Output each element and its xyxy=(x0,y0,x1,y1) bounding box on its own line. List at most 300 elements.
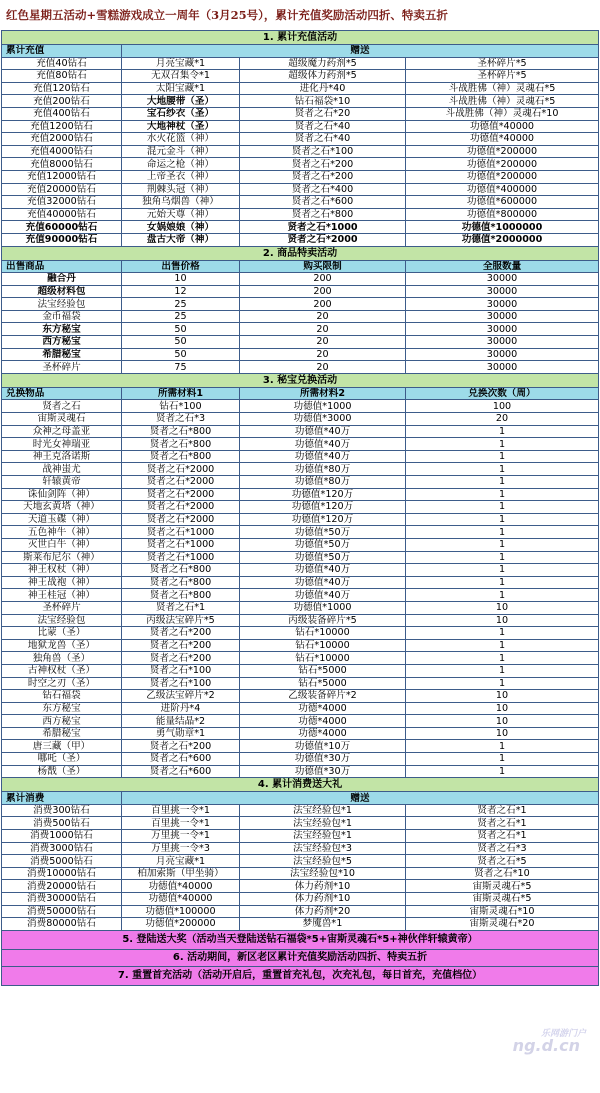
table-cell: 贤者之石*800 xyxy=(122,450,240,463)
table-cell: 1 xyxy=(406,476,599,489)
recharge-row xyxy=(2,158,599,171)
table-cell: 水火花篮（神） xyxy=(122,133,240,146)
header-row xyxy=(2,260,599,273)
table-cell: 钻石福袋 xyxy=(2,690,122,703)
table-cell: 消费5000钻石 xyxy=(2,855,122,868)
spend-row xyxy=(2,880,599,893)
table-cell: 法宝经验包*3 xyxy=(240,842,406,855)
table-cell: 1 xyxy=(406,425,599,438)
header-row xyxy=(2,792,599,805)
table-cell: 贤者之石*40 xyxy=(240,120,406,133)
table-cell: 钻石*10000 xyxy=(240,639,406,652)
table-cell: 柏加索斯（甲坐骑） xyxy=(122,867,240,880)
sale-row xyxy=(2,285,599,298)
table-cell: 消费300钻石 xyxy=(2,804,122,817)
table-cell: 圣杯碎片 xyxy=(2,601,122,614)
table-cell: 200 xyxy=(240,298,406,311)
table-cell: 功德值*40000 xyxy=(122,893,240,906)
table-cell: 功德值*30万 xyxy=(240,753,406,766)
table-cell: 功德值*40万 xyxy=(240,576,406,589)
recharge-row xyxy=(2,170,599,183)
section-heading xyxy=(2,246,599,260)
table-cell: 贤者之石*1 xyxy=(406,830,599,843)
table-cell: 贤者之石*200 xyxy=(122,639,240,652)
table-cell: 比蒙（圣） xyxy=(2,627,122,640)
table-cell: 贤者之石*100 xyxy=(122,677,240,690)
table-cell: 功德值*100000 xyxy=(122,905,240,918)
table-cell: 贤者之石 xyxy=(2,400,122,413)
table-cell: 贤者之石*1000 xyxy=(122,551,240,564)
table-cell: 1 xyxy=(406,627,599,640)
table-cell: 消费30000钻石 xyxy=(2,893,122,906)
table-cell: 1 xyxy=(406,677,599,690)
column-header: 赠送 xyxy=(122,45,599,58)
table-cell: 东方秘宝 xyxy=(2,702,122,715)
table-cell: 体力药剂*10 xyxy=(240,880,406,893)
table-cell: 功德值*40000 xyxy=(122,880,240,893)
table-cell: 1 xyxy=(406,526,599,539)
table-cell: 30000 xyxy=(406,348,599,361)
recharge-row xyxy=(2,133,599,146)
spend-row xyxy=(2,893,599,906)
table-cell: 消费80000钻石 xyxy=(2,918,122,931)
table-cell: 功德值*3000 xyxy=(240,413,406,426)
table-cell: 月亮宝藏*1 xyxy=(122,57,240,70)
column-header: 所需材料2 xyxy=(240,387,406,400)
table-cell: 功德值*1000 xyxy=(240,601,406,614)
section-banner xyxy=(2,930,599,949)
table-cell: 西方秘宝 xyxy=(2,715,122,728)
exchange-row xyxy=(2,438,599,451)
table-cell: 体力药剂*10 xyxy=(240,893,406,906)
table-cell: 1 xyxy=(406,463,599,476)
table-cell: 充值60000钻石 xyxy=(2,221,122,234)
exchange-row xyxy=(2,753,599,766)
table-cell: 贤者之石*10 xyxy=(406,867,599,880)
table-cell: 10 xyxy=(406,614,599,627)
table-cell: 诛仙剑阵（神） xyxy=(2,488,122,501)
recharge-row xyxy=(2,95,599,108)
table-cell: 斯莱布尼尔（神） xyxy=(2,551,122,564)
table-cell: 宙斯灵魂石*5 xyxy=(406,893,599,906)
table-cell: 1 xyxy=(406,589,599,602)
table-cell: 时空之刃（圣） xyxy=(2,677,122,690)
table-cell: 20 xyxy=(406,413,599,426)
table-cell: 贤者之石*2000 xyxy=(240,233,406,246)
page-title: 红色星期五活动+雪糕游戏成立一周年（3月25号），累计充值奖励活动四折、特卖五折 xyxy=(0,0,600,30)
table-cell: 体力药剂*20 xyxy=(240,905,406,918)
table-cell: 超级体力药剂*5 xyxy=(240,70,406,83)
section-banner xyxy=(2,966,599,985)
exchange-row xyxy=(2,627,599,640)
section-heading xyxy=(2,373,599,387)
table-cell: 贤者之石*1000 xyxy=(122,538,240,551)
table-cell: 30000 xyxy=(406,361,599,374)
spend-row xyxy=(2,804,599,817)
table-cell: 功德值*40000 xyxy=(406,120,599,133)
exchange-row xyxy=(2,601,599,614)
column-header: 出售商品 xyxy=(2,260,122,273)
table-cell: 充值12000钻石 xyxy=(2,170,122,183)
exchange-row xyxy=(2,715,599,728)
table-cell: 1 xyxy=(406,538,599,551)
table-cell: 30000 xyxy=(406,298,599,311)
exchange-row xyxy=(2,513,599,526)
sale-row xyxy=(2,310,599,323)
table-cell: 充值80钻石 xyxy=(2,70,122,83)
table-cell: 希腊秘宝 xyxy=(2,727,122,740)
exchange-row xyxy=(2,576,599,589)
table-cell: 圣杯碎片*5 xyxy=(406,70,599,83)
table-cell: 古神权杖（圣） xyxy=(2,664,122,677)
table-cell: 充值90000钻石 xyxy=(2,233,122,246)
exchange-row xyxy=(2,425,599,438)
table-cell: 功德值*40万 xyxy=(240,589,406,602)
table-cell: 贤者之石*2000 xyxy=(122,476,240,489)
table-cell: 钻石*5000 xyxy=(240,677,406,690)
table-cell: 贤者之石*1 xyxy=(406,804,599,817)
table-cell: 功德值*200000 xyxy=(406,145,599,158)
table-cell: 哪吒（圣） xyxy=(2,753,122,766)
spend-row xyxy=(2,842,599,855)
table-cell: 1 xyxy=(406,664,599,677)
table-cell: 贤者之石*200 xyxy=(122,652,240,665)
table-cell: 唐三藏（甲） xyxy=(2,740,122,753)
table-cell: 斗战胜佛（神）灵魂石*10 xyxy=(406,107,599,120)
table-cell: 1 xyxy=(406,513,599,526)
activity-table xyxy=(1,30,599,986)
table-cell: 功德*4000 xyxy=(240,702,406,715)
table-cell: 圣杯碎片*5 xyxy=(406,57,599,70)
table-cell: 30000 xyxy=(406,323,599,336)
table-cell: 钻石*5000 xyxy=(240,664,406,677)
recharge-row xyxy=(2,221,599,234)
table-cell: 贤者之石*5 xyxy=(406,855,599,868)
table-cell: 贤者之石*800 xyxy=(122,425,240,438)
table-cell: 50 xyxy=(122,323,240,336)
exchange-row xyxy=(2,564,599,577)
table-cell: 10 xyxy=(406,702,599,715)
table-cell: 消费1000钻石 xyxy=(2,830,122,843)
table-cell: 乙级法宝碎片*2 xyxy=(122,690,240,703)
table-cell: 充值200钻石 xyxy=(2,95,122,108)
exchange-row xyxy=(2,413,599,426)
exchange-row xyxy=(2,476,599,489)
recharge-row xyxy=(2,120,599,133)
table-cell: 贤者之石*200 xyxy=(240,158,406,171)
table-cell: 神王桂冠（神） xyxy=(2,589,122,602)
table-cell: 充值20000钻石 xyxy=(2,183,122,196)
table-cell: 希腊秘宝 xyxy=(2,348,122,361)
section-title: 7. 重置首充活动（活动开启后，重置首充礼包，次充礼包，每日首充，充值档位） xyxy=(2,966,599,985)
table-cell: 万里挑一令*3 xyxy=(122,842,240,855)
table-cell: 西方秘宝 xyxy=(2,336,122,349)
sale-row xyxy=(2,361,599,374)
table-cell: 进阶丹*4 xyxy=(122,702,240,715)
table-cell: 贤者之石*800 xyxy=(122,576,240,589)
recharge-row xyxy=(2,183,599,196)
table-cell: 贤者之石*2000 xyxy=(122,463,240,476)
table-cell: 充值40钻石 xyxy=(2,57,122,70)
table-cell: 功德值*50万 xyxy=(240,526,406,539)
table-cell: 万里挑一令*1 xyxy=(122,830,240,843)
table-cell: 贤者之石*3 xyxy=(406,842,599,855)
table-cell: 能量结晶*2 xyxy=(122,715,240,728)
table-cell: 1 xyxy=(406,438,599,451)
table-cell: 10 xyxy=(406,690,599,703)
exchange-row xyxy=(2,450,599,463)
spend-row xyxy=(2,867,599,880)
table-cell: 天地玄黄塔（神） xyxy=(2,501,122,514)
table-cell: 贤者之石*1 xyxy=(122,601,240,614)
sale-row xyxy=(2,273,599,286)
table-cell: 圣杯碎片 xyxy=(2,361,122,374)
table-cell: 轩辕黄帝 xyxy=(2,476,122,489)
table-cell: 20 xyxy=(240,323,406,336)
exchange-row xyxy=(2,551,599,564)
table-cell: 钻石*10000 xyxy=(240,627,406,640)
table-cell: 法宝经验包 xyxy=(2,298,122,311)
table-cell: 宝石纱衣（圣） xyxy=(122,107,240,120)
recharge-row xyxy=(2,145,599,158)
table-cell: 25 xyxy=(122,310,240,323)
exchange-row xyxy=(2,702,599,715)
table-cell: 超级魔力药剂*5 xyxy=(240,57,406,70)
recharge-row xyxy=(2,233,599,246)
table-cell: 功德值*120万 xyxy=(240,513,406,526)
table-cell: 宙斯灵魂石*10 xyxy=(406,905,599,918)
section-title: 1. 累计充值活动 xyxy=(2,31,599,45)
table-cell: 宙斯灵魂石*5 xyxy=(406,880,599,893)
watermark-text: 乐网游门户 xyxy=(540,1029,586,1039)
exchange-row xyxy=(2,639,599,652)
sale-row xyxy=(2,323,599,336)
table-cell: 贤者之石*1000 xyxy=(122,526,240,539)
recharge-row xyxy=(2,107,599,120)
table-cell: 消费500钻石 xyxy=(2,817,122,830)
table-cell: 丙级法宝碎片*5 xyxy=(122,614,240,627)
table-cell: 融合丹 xyxy=(2,273,122,286)
column-header: 出售价格 xyxy=(122,260,240,273)
table-cell: 1 xyxy=(406,450,599,463)
table-cell: 贤者之石*800 xyxy=(122,438,240,451)
table-cell: 金币福袋 xyxy=(2,310,122,323)
exchange-row xyxy=(2,400,599,413)
exchange-row xyxy=(2,501,599,514)
table-cell: 地狱龙兽（圣） xyxy=(2,639,122,652)
header-row xyxy=(2,387,599,400)
table-cell: 法宝经验包*10 xyxy=(240,867,406,880)
exchange-row xyxy=(2,526,599,539)
table-cell: 贤者之石*20 xyxy=(240,107,406,120)
watermark-logo: ng.d.cn xyxy=(512,1036,580,1055)
table-cell: 勇气勋章*1 xyxy=(122,727,240,740)
table-cell: 元始天尊（神） xyxy=(122,208,240,221)
table-cell: 功德值*1000000 xyxy=(406,221,599,234)
spend-row xyxy=(2,817,599,830)
table-cell: 功德值*200000 xyxy=(406,158,599,171)
table-cell: 钻石福袋*10 xyxy=(240,95,406,108)
table-cell: 超级材料包 xyxy=(2,285,122,298)
table-cell: 功德值*40万 xyxy=(240,564,406,577)
table-cell: 功德值*120万 xyxy=(240,501,406,514)
section-title: 4. 累计消费送大礼 xyxy=(2,778,599,792)
table-cell: 1 xyxy=(406,639,599,652)
table-cell: 贤者之石*200 xyxy=(240,170,406,183)
column-header: 赠送 xyxy=(122,792,599,805)
table-cell: 灭世白牛（神） xyxy=(2,538,122,551)
sale-row xyxy=(2,298,599,311)
table-cell: 宙斯灵魂石 xyxy=(2,413,122,426)
exchange-row xyxy=(2,765,599,778)
table-cell: 众神之母盖亚 xyxy=(2,425,122,438)
table-cell: 1 xyxy=(406,740,599,753)
exchange-row xyxy=(2,614,599,627)
table-cell: 梦魇兽*1 xyxy=(240,918,406,931)
table-cell: 月亮宝藏*1 xyxy=(122,855,240,868)
table-cell: 10 xyxy=(406,715,599,728)
table-cell: 五色神牛（神） xyxy=(2,526,122,539)
section-title: 6. 活动期间，新区老区累计充值奖励活动四折、特卖五折 xyxy=(2,949,599,966)
section-title: 3. 秘宝兑换活动 xyxy=(2,373,599,387)
section-title: 2. 商品特卖活动 xyxy=(2,246,599,260)
table-cell: 贤者之石*100 xyxy=(240,145,406,158)
table-cell: 功德值*40000 xyxy=(406,133,599,146)
table-cell: 大地腰带（圣） xyxy=(122,95,240,108)
header-row xyxy=(2,45,599,58)
table-cell: 1 xyxy=(406,576,599,589)
table-cell: 50 xyxy=(122,336,240,349)
table-cell: 充值1200钻石 xyxy=(2,120,122,133)
recharge-row xyxy=(2,70,599,83)
table-cell: 30000 xyxy=(406,273,599,286)
spend-row xyxy=(2,855,599,868)
table-cell: 10 xyxy=(406,601,599,614)
table-cell: 贤者之石*600 xyxy=(122,765,240,778)
recharge-row xyxy=(2,82,599,95)
column-header: 所需材料1 xyxy=(122,387,240,400)
table-cell: 丙级装备碎片*5 xyxy=(240,614,406,627)
table-cell: 功德值*80万 xyxy=(240,463,406,476)
recharge-row xyxy=(2,208,599,221)
table-cell: 钻石*10000 xyxy=(240,652,406,665)
table-cell: 25 xyxy=(122,298,240,311)
table-cell: 混元金斗（神） xyxy=(122,145,240,158)
table-cell: 法宝经验包*1 xyxy=(240,830,406,843)
table-cell: 功德值*10万 xyxy=(240,740,406,753)
table-cell: 斗战胜佛（神）灵魂石*5 xyxy=(406,95,599,108)
column-header: 兑换次数（周） xyxy=(406,387,599,400)
table-cell: 功德值*50万 xyxy=(240,551,406,564)
table-cell: 命运之枪（神） xyxy=(122,158,240,171)
table-cell: 30000 xyxy=(406,310,599,323)
table-cell: 10 xyxy=(406,727,599,740)
table-cell: 盘古大帝（神） xyxy=(122,233,240,246)
table-cell: 贤者之石*600 xyxy=(240,196,406,209)
table-cell: 功德值*30万 xyxy=(240,765,406,778)
table-cell: 百里挑一令*1 xyxy=(122,817,240,830)
table-cell: 功德值*50万 xyxy=(240,538,406,551)
column-header: 兑换物品 xyxy=(2,387,122,400)
exchange-row xyxy=(2,727,599,740)
table-cell: 75 xyxy=(122,361,240,374)
table-cell: 法宝经验包*1 xyxy=(240,817,406,830)
column-header: 累计消费 xyxy=(2,792,122,805)
table-cell: 乙级装备碎片*2 xyxy=(240,690,406,703)
table-cell: 宙斯灵魂石*20 xyxy=(406,918,599,931)
exchange-row xyxy=(2,538,599,551)
table-cell: 功德值*200000 xyxy=(406,170,599,183)
table-cell: 1 xyxy=(406,753,599,766)
table-cell: 东方秘宝 xyxy=(2,323,122,336)
table-cell: 200 xyxy=(240,285,406,298)
table-cell: 斗战胜佛（神）灵魂石*5 xyxy=(406,82,599,95)
table-cell: 1 xyxy=(406,652,599,665)
table-cell: 消费3000钻石 xyxy=(2,842,122,855)
table-cell: 消费50000钻石 xyxy=(2,905,122,918)
table-cell: 功德*4000 xyxy=(240,727,406,740)
spend-row xyxy=(2,830,599,843)
table-cell: 功德*4000 xyxy=(240,715,406,728)
sale-row xyxy=(2,348,599,361)
section-banner xyxy=(2,949,599,966)
table-cell: 贤者之石*800 xyxy=(122,589,240,602)
table-cell: 10 xyxy=(122,273,240,286)
table-cell: 充值2000钻石 xyxy=(2,133,122,146)
table-cell: 充值120钻石 xyxy=(2,82,122,95)
table-cell: 杨戬（圣） xyxy=(2,765,122,778)
table-cell: 无双召集令*1 xyxy=(122,70,240,83)
table-cell: 充值40000钻石 xyxy=(2,208,122,221)
table-cell: 20 xyxy=(240,310,406,323)
table-cell: 功德值*80万 xyxy=(240,476,406,489)
exchange-row xyxy=(2,677,599,690)
table-cell: 贤者之石*200 xyxy=(122,627,240,640)
exchange-row xyxy=(2,652,599,665)
table-cell: 50 xyxy=(122,348,240,361)
table-cell: 功德值*600000 xyxy=(406,196,599,209)
exchange-row xyxy=(2,664,599,677)
exchange-row xyxy=(2,740,599,753)
table-cell: 充值400钻石 xyxy=(2,107,122,120)
table-cell: 1 xyxy=(406,488,599,501)
exchange-row xyxy=(2,589,599,602)
table-cell: 100 xyxy=(406,400,599,413)
table-cell: 20 xyxy=(240,336,406,349)
table-cell: 贤者之石*2000 xyxy=(122,513,240,526)
table-cell: 独角乌烟兽（神） xyxy=(122,196,240,209)
table-cell: 法宝经验包*5 xyxy=(240,855,406,868)
table-cell: 贤者之石*40 xyxy=(240,133,406,146)
table-cell: 时光女神瑞亚 xyxy=(2,438,122,451)
sale-row xyxy=(2,336,599,349)
table-cell: 1 xyxy=(406,564,599,577)
table-cell: 贤者之石*400 xyxy=(240,183,406,196)
table-cell: 贤者之石*1 xyxy=(406,817,599,830)
table-cell: 消费20000钻石 xyxy=(2,880,122,893)
table-cell: 贤者之石*100 xyxy=(122,664,240,677)
table-cell: 功德值*800000 xyxy=(406,208,599,221)
table-cell: 20 xyxy=(240,361,406,374)
table-cell: 贤者之石*800 xyxy=(122,564,240,577)
table-cell: 1 xyxy=(406,765,599,778)
table-cell: 贤者之石*200 xyxy=(122,740,240,753)
table-cell: 贤者之石*600 xyxy=(122,753,240,766)
table-cell: 1 xyxy=(406,551,599,564)
table-cell: 功德值*40万 xyxy=(240,425,406,438)
table-cell: 200 xyxy=(240,273,406,286)
table-cell: 12 xyxy=(122,285,240,298)
